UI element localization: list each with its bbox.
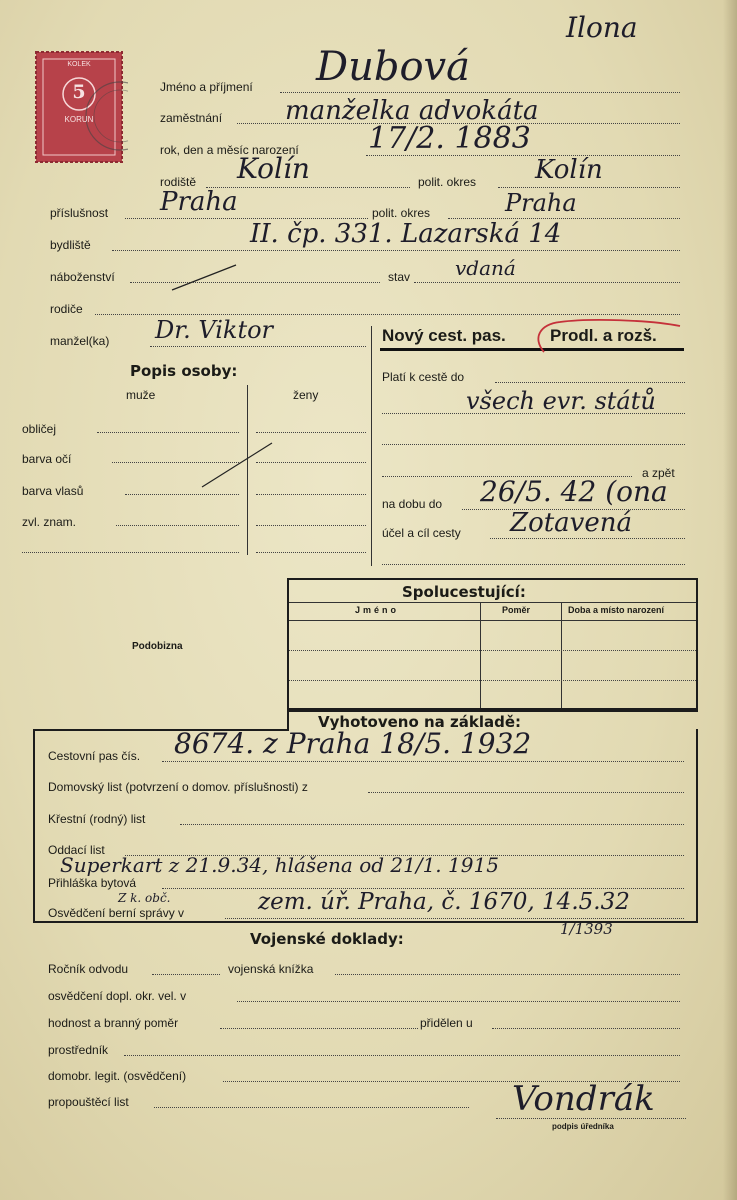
purpose-label: účel a cíl cesty: [382, 526, 461, 540]
page-edge-shadow: [723, 0, 737, 1200]
status-label: stav: [388, 270, 411, 284]
marks-female-line: [256, 525, 366, 526]
occupation-label: zaměstnání: [160, 111, 223, 125]
name-label: Jméno a příjmení: [160, 80, 253, 94]
revenue-stamp: [30, 48, 128, 166]
birth-date-value: 17/2. 1883: [368, 121, 531, 156]
valid-line-3: [382, 444, 685, 445]
passport-ext-circle: [530, 318, 690, 358]
hair-male-line: [125, 494, 239, 495]
tax-prefix: Z k. obč.: [118, 891, 171, 905]
name-value: Dubová: [316, 44, 470, 90]
birthplace-value: Kolín: [237, 152, 310, 185]
military-discharge-label: propouštěcí list: [48, 1095, 129, 1109]
residence-line: [112, 250, 680, 251]
military-assigned-line: [492, 1028, 680, 1029]
valid-value: všech evr. států: [466, 387, 656, 415]
description-row-marks: zvl. znam.: [22, 515, 77, 529]
home-list-label: Domovský list (potvrzení o domov. příslušnosti) z: [48, 780, 308, 794]
citizenship-value: Praha: [160, 187, 238, 217]
passport-no-value: 8674. z Praha 18/5. 1932: [174, 727, 532, 760]
official-signature: Vondrák: [512, 1079, 655, 1119]
district-line-1: [498, 187, 680, 188]
companions-header-line: [289, 620, 696, 621]
face-female-line: [256, 432, 366, 433]
military-middleman-line: [124, 1055, 680, 1056]
residence-label: bydliště: [50, 238, 91, 252]
description-row-eyes: barva očí: [22, 452, 72, 466]
residence-value: II. čp. 331. Lazarská 14: [250, 219, 562, 249]
marriage-label: Oddací list: [48, 843, 105, 857]
parents-line: [95, 314, 680, 315]
military-book-label: vojenská knížka: [228, 962, 314, 976]
military-year-label: Ročník odvodu: [48, 962, 129, 976]
signature-line: [496, 1118, 686, 1119]
spouse-label: manžel(ka): [50, 334, 110, 348]
district-value-2: Praha: [505, 189, 577, 217]
companions-col-divider-2: [561, 602, 562, 710]
section-divider: [371, 326, 372, 566]
home-list-line: [368, 792, 684, 793]
district-label-2: polit. okres: [372, 206, 431, 220]
military-assigned-label: přidělen u: [420, 1016, 473, 1030]
status-line: [414, 282, 680, 283]
description-row-face: obličej: [22, 422, 57, 436]
occupation-value: manželka advokáta: [285, 96, 539, 126]
passport-no-line: [162, 761, 684, 762]
valid-line-1: [495, 382, 685, 383]
companions-col-birth: Doba a místo narození: [568, 605, 665, 615]
corner-note: Ilona: [566, 11, 638, 44]
military-legion-label: domobr. legit. (osvědčení): [48, 1069, 187, 1083]
spouse-line: [150, 346, 366, 347]
religion-line: [130, 282, 380, 283]
district-label-1: polit. okres: [418, 175, 477, 189]
stamp-bottom-text: KORUN: [64, 115, 94, 124]
military-cert-line: [237, 1001, 680, 1002]
military-year-line: [152, 974, 220, 975]
passport-extra-line: [382, 564, 685, 565]
purpose-value: Zotavená: [510, 508, 632, 538]
military-discharge-line: [154, 1107, 469, 1108]
basis-title: Vyhotoveno na základě:: [318, 713, 522, 731]
name-line: [280, 92, 680, 93]
birth-date-label: rok, den a měsíc narození: [160, 143, 299, 157]
spouse-value: Dr. Viktor: [155, 316, 274, 344]
duration-label: na dobu do: [382, 497, 443, 511]
tax-note: 1/1393: [560, 920, 613, 938]
passport-title-ext: Prodl. a rozš.: [550, 326, 657, 345]
tax-label: Osvědčení berní správy v: [48, 906, 185, 920]
passport-title-new: Nový cest. pas.: [382, 326, 506, 345]
return-label: a zpět: [642, 466, 675, 480]
stamp-denomination: 5: [72, 81, 86, 103]
description-strike: [200, 440, 275, 490]
description-title: Popis osoby:: [130, 362, 238, 380]
companions-title-line: [289, 602, 696, 603]
tax-line: [225, 918, 684, 919]
photo-label: Podobizna: [132, 641, 183, 652]
stamp-top-text: KOLEK: [67, 61, 91, 68]
companions-col-name: Jméno: [355, 605, 400, 615]
district-value-1: Kolín: [535, 155, 603, 185]
hair-female-line: [256, 494, 366, 495]
purpose-line: [490, 538, 685, 539]
citizenship-label: příslušnost: [50, 206, 109, 220]
passport-no-label: Cestovní pas čís.: [48, 749, 141, 763]
military-cert-label: osvědčení dopl. okr. vel. v: [48, 989, 187, 1003]
military-rank-line: [220, 1028, 418, 1029]
valid-label: Platí k cestě do: [382, 370, 465, 384]
residence-report-value: Superkart z 21.9.34, hlášena od 21/1. 1915: [60, 853, 499, 877]
companions-bottom-line: [289, 708, 696, 710]
companions-col-divider-1: [480, 602, 481, 710]
tax-value: zem. úř. Praha, č. 1670, 14.5.32: [258, 889, 630, 915]
description-col-female: ženy: [293, 388, 319, 402]
face-male-line: [97, 432, 239, 433]
companions-row-line-1: [289, 650, 696, 651]
baptism-line: [180, 824, 684, 825]
status-value: vdaná: [455, 256, 516, 280]
residence-report-label: Přihláška bytová: [48, 876, 137, 890]
marks-male-line: [116, 525, 239, 526]
baptism-label: Křestní (rodný) list: [48, 812, 146, 826]
extra-male-line: [22, 552, 239, 553]
military-book-line: [335, 974, 680, 975]
companions-title: Spolucestující:: [402, 583, 526, 601]
description-row-hair: barva vlasů: [22, 484, 84, 498]
companions-col-relation: Poměr: [502, 605, 531, 615]
duration-value: 26/5. 42 (ona: [480, 475, 668, 508]
description-col-male: muže: [126, 388, 156, 402]
religion-strike: [170, 262, 240, 292]
signature-label: podpis úředníka: [552, 1122, 614, 1131]
parents-label: rodiče: [50, 302, 83, 316]
religion-label: náboženství: [50, 270, 115, 284]
military-middleman-label: prostředník: [48, 1043, 109, 1057]
military-title: Vojenské doklady:: [250, 930, 404, 948]
birthplace-label: rodiště: [160, 175, 197, 189]
military-rank-label: hodnost a branný poměr: [48, 1016, 179, 1030]
companions-row-line-2: [289, 680, 696, 681]
extra-female-line: [256, 552, 366, 553]
